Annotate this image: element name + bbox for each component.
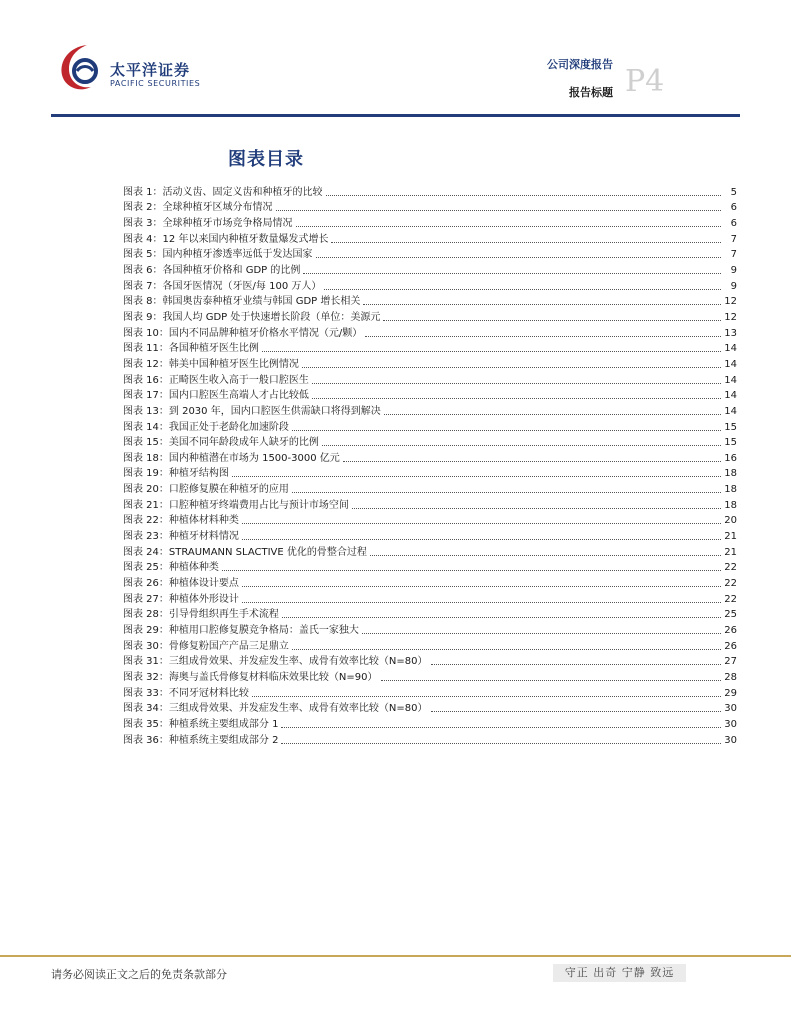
toc-entry-page[interactable]: 6	[730, 217, 737, 229]
toc-title: 图表目录	[228, 149, 304, 170]
toc-entry-label[interactable]: 图表 12：韩美中国种植牙医生比例情况	[123, 358, 299, 370]
toc-entry[interactable]	[123, 200, 737, 216]
toc-entry[interactable]	[123, 278, 737, 294]
toc-entry[interactable]	[123, 716, 737, 732]
toc-entry-label[interactable]: 图表 19：种植牙结构图	[123, 468, 229, 480]
toc-leader-dots	[365, 335, 721, 337]
toc-entry[interactable]	[123, 481, 737, 497]
toc-entry-label[interactable]: 图表 16：正畸医生收入高于一般口腔医生	[123, 374, 309, 386]
page-number: P4	[625, 64, 665, 99]
logo-text-cn: 太平洋证券	[110, 61, 191, 79]
toc-entry-page[interactable]: 12	[724, 296, 737, 308]
toc-entry-page[interactable]: 27	[724, 656, 737, 668]
toc-leader-dots	[232, 475, 721, 477]
toc-leader-dots	[431, 663, 722, 665]
toc-entry-page[interactable]: 9	[730, 280, 737, 292]
toc-entry-page[interactable]: 7	[730, 249, 737, 261]
toc-entry-page[interactable]: 21	[724, 546, 737, 558]
toc-entry-label[interactable]: 图表 2：全球种植牙区域分布情况	[123, 202, 273, 214]
toc-leader-dots	[384, 413, 721, 415]
toc-entry-page[interactable]: 20	[724, 515, 737, 527]
toc-entry[interactable]	[123, 732, 737, 748]
toc-leader-dots	[262, 350, 721, 352]
toc-entry-page[interactable]: 29	[724, 687, 737, 699]
toc-entry-page[interactable]: 30	[724, 734, 737, 746]
toc-entry-label[interactable]: 图表 29：种植用口腔修复膜竞争格局：盖氏一家独大	[123, 625, 359, 637]
toc-entry[interactable]	[123, 560, 737, 576]
toc-leader-dots	[363, 303, 721, 305]
toc-entry[interactable]	[123, 372, 737, 388]
toc-leader-dots	[303, 272, 721, 274]
toc-entry-label[interactable]: 图表 34：三组成骨效果、并发症发生率、成骨有效率比较（N=80）	[123, 703, 428, 715]
toc-entry[interactable]	[123, 262, 737, 278]
toc-entry-label[interactable]: 图表 17：国内口腔医生高端人才占比较低	[123, 390, 309, 402]
toc-entry[interactable]	[123, 669, 737, 685]
toc-leader-dots	[242, 522, 721, 524]
toc-entry-page[interactable]: 5	[730, 186, 737, 198]
toc-entry-page[interactable]: 15	[724, 437, 737, 449]
toc-leader-dots	[302, 366, 721, 368]
toc-entry[interactable]	[123, 215, 737, 231]
toc-entry-label[interactable]: 图表 11：各国种植牙医生比例	[123, 343, 259, 355]
toc-leader-dots	[242, 538, 721, 540]
toc-entry-label[interactable]: 图表 5：国内种植牙渗透率远低于发达国家	[123, 249, 313, 261]
toc-leader-dots	[282, 616, 721, 618]
toc-entry[interactable]	[123, 622, 737, 638]
toc-leader-dots	[292, 491, 721, 493]
toc-entry-label[interactable]: 图表 26：种植体设计要点	[123, 578, 239, 590]
toc-entry-page[interactable]: 13	[724, 327, 737, 339]
toc-list	[123, 184, 737, 748]
toc-entry-page[interactable]: 18	[724, 499, 737, 511]
toc-entry-page[interactable]: 26	[724, 640, 737, 652]
toc-entry-label[interactable]: 图表 31：三组成骨效果、并发症发生率、成骨有效率比较（N=80）	[123, 656, 428, 668]
toc-entry-page[interactable]: 14	[724, 358, 737, 370]
toc-entry-page[interactable]: 26	[724, 625, 737, 637]
toc-entry-label[interactable]: 图表 36：种植系统主要组成部分 2	[123, 734, 279, 746]
toc-entry[interactable]	[123, 575, 737, 591]
toc-entry-label[interactable]: 图表 4：12 年以来国内种植牙数量爆发式增长	[123, 233, 329, 245]
toc-entry-page[interactable]: 22	[724, 593, 737, 605]
toc-entry-label[interactable]: 图表 35：种植系统主要组成部分 1	[123, 718, 279, 730]
toc-leader-dots	[276, 209, 721, 211]
toc-entry[interactable]	[123, 654, 737, 670]
toc-entry-page[interactable]: 28	[724, 672, 737, 683]
toc-entry-label[interactable]: 图表 25：种植体种类	[123, 562, 219, 574]
report-type: 公司深度报告	[547, 58, 613, 71]
toc-entry-page[interactable]: 22	[724, 578, 737, 590]
toc-entry-label[interactable]: 图表 1：活动义齿、固定义齿和种植牙的比较	[123, 186, 323, 198]
toc-entry-page[interactable]: 22	[724, 562, 737, 574]
toc-entry-label[interactable]: 图表 7：各国牙医情况（牙医/每 100 万人）	[123, 280, 322, 292]
toc-leader-dots	[381, 679, 722, 681]
toc-entry[interactable]	[123, 591, 737, 607]
toc-leader-dots	[316, 256, 721, 258]
report-title: 报告标题	[569, 86, 613, 99]
toc-entry[interactable]	[123, 435, 737, 451]
toc-entry-label[interactable]: 图表 6：各国种植牙价格和 GDP 的比例	[123, 264, 301, 276]
toc-entry[interactable]	[123, 388, 737, 404]
toc-entry-page[interactable]: 30	[724, 718, 737, 730]
toc-entry-page[interactable]: 21	[724, 531, 737, 543]
toc-entry[interactable]	[123, 685, 737, 701]
toc-leader-dots	[252, 695, 721, 697]
toc-leader-dots	[383, 319, 721, 321]
toc-entry-label[interactable]: 图表 13：到 2030 年，国内口腔医生供需缺口将得到解决	[123, 405, 381, 417]
toc-leader-dots	[222, 569, 721, 571]
toc-leader-dots	[352, 507, 721, 509]
toc-entry-label[interactable]: 图表 18：国内种植潜在市场为 1500-3000 亿元	[123, 452, 340, 464]
toc-entry-page[interactable]: 14	[724, 405, 737, 417]
footer-disclaimer: 请务必阅读正文之后的免责条款部分	[51, 968, 227, 981]
toc-entry-page[interactable]: 25	[724, 609, 737, 621]
toc-entry-label[interactable]: 图表 10：国内不同品牌种植牙价格水平情况（元/颗）	[123, 327, 363, 339]
toc-leader-dots	[242, 601, 721, 603]
toc-entry-label[interactable]: 图表 8：韩国奥齿泰种植牙业绩与韩国 GDP 增长相关	[123, 296, 361, 308]
toc-entry-page[interactable]: 30	[724, 703, 737, 715]
toc-entry-page[interactable]: 9	[730, 264, 737, 276]
toc-entry[interactable]	[123, 466, 737, 482]
toc-entry-label[interactable]: 图表 15：美国不同年龄段成年人缺牙的比例	[123, 437, 319, 449]
toc-entry[interactable]	[123, 638, 737, 654]
toc-leader-dots	[281, 742, 721, 744]
footer-motto: 守正 出奇 宁静 致远	[553, 964, 686, 982]
toc-leader-dots	[362, 632, 721, 634]
toc-entry[interactable]	[123, 497, 737, 513]
toc-entry-label[interactable]: 图表 3：全球种植牙市场竞争格局情况	[123, 217, 293, 229]
toc-entry[interactable]	[123, 356, 737, 372]
toc-entry-page[interactable]: 7	[730, 233, 737, 245]
toc-leader-dots	[292, 429, 721, 431]
toc-entry-label[interactable]: 图表 9：我国人均 GDP 处于快速增长阶段（单位：美源元	[123, 311, 381, 323]
toc-entry-page[interactable]: 18	[724, 484, 737, 496]
footer-divider	[0, 955, 791, 957]
toc-entry-label[interactable]: 图表 32：海奥与盖氏骨修复材料临床效果比较（N=90）	[123, 672, 378, 683]
toc-leader-dots	[312, 397, 721, 399]
toc-entry-page[interactable]: 14	[724, 374, 737, 386]
toc-entry-label[interactable]: 图表 24：STRAUMANN SLACTIVE 优化的骨整合过程	[123, 546, 367, 558]
toc-leader-dots	[296, 225, 721, 227]
toc-entry[interactable]	[123, 544, 737, 560]
toc-entry-label[interactable]: 图表 20：口腔修复膜在种植牙的应用	[123, 484, 289, 496]
toc-entry-label[interactable]: 图表 33：不同牙冠材料比较	[123, 687, 249, 699]
toc-leader-dots	[370, 554, 721, 556]
toc-leader-dots	[324, 288, 721, 290]
toc-entry[interactable]	[123, 513, 737, 529]
toc-entry[interactable]	[123, 325, 737, 341]
toc-entry[interactable]	[123, 231, 737, 247]
toc-leader-dots	[331, 241, 721, 243]
toc-leader-dots	[242, 585, 721, 587]
toc-entry-page[interactable]: 14	[724, 343, 737, 355]
toc-entry-label[interactable]: 图表 21：口腔种植牙终端费用占比与预计市场空间	[123, 499, 349, 511]
toc-entry[interactable]	[123, 607, 737, 623]
toc-entry-page[interactable]: 15	[724, 421, 737, 433]
logo-text-en: PACIFIC SECURITIES	[110, 79, 201, 88]
toc-entry-label[interactable]: 图表 14：我国正处于老龄化加速阶段	[123, 421, 289, 433]
toc-entry[interactable]	[123, 294, 737, 310]
toc-leader-dots	[322, 444, 721, 446]
toc-entry[interactable]	[123, 341, 737, 357]
toc-leader-dots	[431, 710, 722, 712]
toc-leader-dots	[281, 726, 721, 728]
toc-entry[interactable]	[123, 184, 737, 200]
toc-entry-label[interactable]: 图表 30：骨修复粉国产产品三足鼎立	[123, 640, 289, 652]
toc-leader-dots	[312, 382, 721, 384]
toc-entry[interactable]	[123, 403, 737, 419]
toc-entry-page[interactable]: 6	[730, 202, 737, 214]
toc-entry-label[interactable]: 图表 27：种植体外形设计	[123, 593, 239, 605]
toc-leader-dots	[292, 648, 721, 650]
toc-entry-label[interactable]: 图表 22：种植体材料种类	[123, 515, 239, 527]
toc-entry-page[interactable]: 14	[724, 390, 737, 402]
toc-entry[interactable]	[123, 309, 737, 325]
toc-entry-label[interactable]: 图表 28：引导骨组织再生手术流程	[123, 609, 279, 621]
pacific-securities-logo	[57, 41, 217, 93]
toc-entry[interactable]	[123, 247, 737, 263]
toc-entry-page[interactable]: 12	[724, 311, 737, 323]
header-divider	[51, 114, 740, 117]
toc-entry[interactable]	[123, 701, 737, 717]
toc-entry[interactable]	[123, 419, 737, 435]
toc-leader-dots	[343, 460, 721, 462]
logo-emblem-icon	[57, 41, 105, 93]
toc-entry[interactable]	[123, 528, 737, 544]
toc-leader-dots	[326, 194, 721, 196]
toc-entry-page[interactable]: 16	[724, 452, 737, 464]
toc-entry-page[interactable]: 18	[724, 468, 737, 480]
toc-entry[interactable]	[123, 450, 737, 466]
toc-entry-label[interactable]: 图表 23：种植牙材料情况	[123, 531, 239, 543]
